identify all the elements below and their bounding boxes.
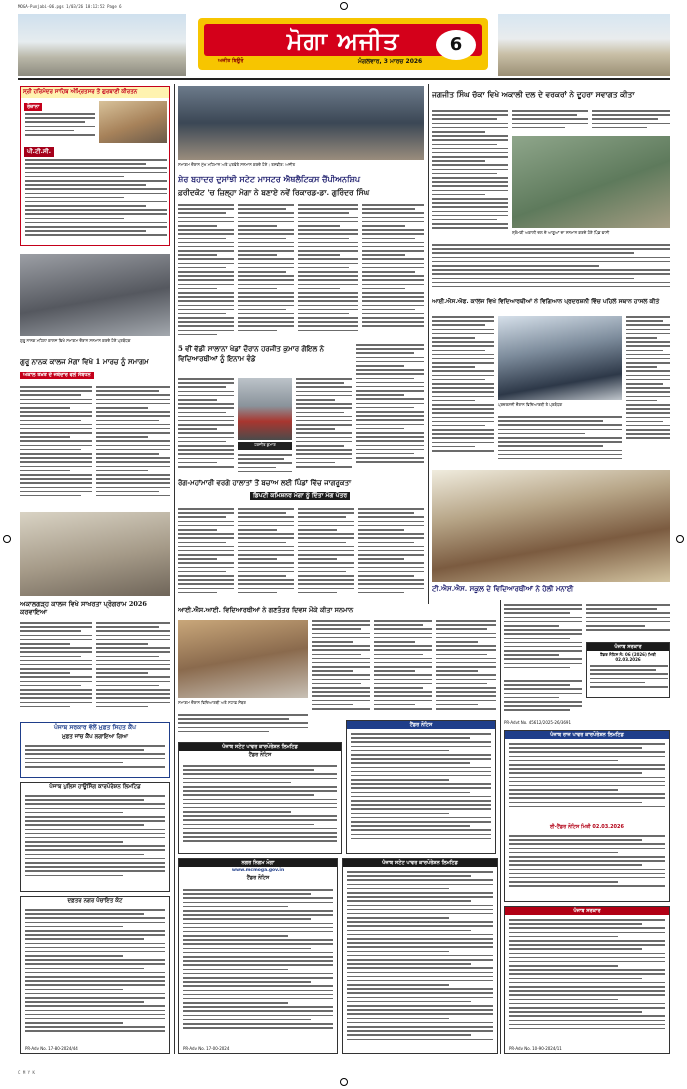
college-text-col1 xyxy=(20,622,92,718)
ad-power-bottom-text xyxy=(347,871,493,1051)
holi-celebration-photo xyxy=(432,470,670,582)
akali-photo-caption: ਸ਼੍ਰੋਮਣੀ ਅਕਾਲੀ ਦਲ ਦੇ ਆਗੂਆਂ ਦਾ ਸਨਮਾਨ ਕਰਦੇ ਹੋਏ ਪਿੰਡ ਵਾਸੀ xyxy=(512,230,610,235)
left-story-text-col2 xyxy=(96,386,170,504)
isi-text-col2 xyxy=(374,620,432,716)
ad-nigam-title: ਨਗਰ ਨਿਗਮ ਮੋਗਾ xyxy=(179,859,337,867)
ad-nigam-text xyxy=(183,889,333,1039)
athletics-photo-caption: ਸਮਾਗਮ ਦੌਰਾਨ ਮੁੱਖ ਮਹਿਮਾਨ ਅਤੇ ਪਤਵੰਤੇ ਸਨਮਾਨ ਕਰਦੇ ਹੋਏ। ਤਸਵੀਰ: ਅਜੀਤ xyxy=(178,162,296,167)
ad-police-housing xyxy=(20,782,170,892)
ad-health-title: ਪੰਜਾਬ ਸਰਕਾਰ ਵੱਲੋਂ ਮੁਫ਼ਤ ਸਿਹਤ ਕੈਂਪ xyxy=(54,724,136,731)
holi-text-col1 xyxy=(504,604,582,678)
promo-text xyxy=(25,113,95,143)
column-rule xyxy=(428,84,429,604)
ad-sarkar-text xyxy=(590,665,668,695)
left-story-headline: ਗੁਰੂ ਨਾਨਕ ਕਾਲਜ ਮੋਗਾ ਵਿਖੇ 1 ਮਾਰਚ ਨੂੰ ਸਮਾਗਮ xyxy=(20,357,149,366)
akali-text-col1 xyxy=(432,110,508,240)
ad-power-mid-text xyxy=(183,765,337,851)
athletics-headline-1: ਸ਼ੇਰ ਬਹਾਦਰ ਦੁਸਾਂਝੀ ਸਟੇਟ ਮਾਸਟਰ ਐਥਲੈਟਿਕਸ ਚੈਂਪੀਅਨਸ਼ਿਪ xyxy=(178,174,361,184)
isi-text-below-photo xyxy=(178,714,308,738)
left-story-sub-wrap xyxy=(20,372,170,382)
registration-mark-left xyxy=(3,535,11,543)
ad-sarkar-sub: ਟੈਂਡਰ ਨੋਟਿਸ ਨੰ: 06 (2026) ਮਿਤੀ 02.03.2026 xyxy=(600,652,656,662)
page-number: 6 xyxy=(436,30,476,60)
athletics-headline-2: ਫ਼ਰੀਦਕੋਟ 'ਚ ਜ਼ਿਲ੍ਹਾ ਮੋਗਾ ਨੇ ਬਣਾਏ ਨਵੇਂ ਰਿਕਾਰਡ-ਡਾ. ਗੁਰਿੰਦਰ ਸਿੰਘ xyxy=(178,188,370,197)
center-right-text xyxy=(356,344,424,474)
science-text-col3 xyxy=(626,316,670,466)
ad-power-mid-title: ਪੰਜਾਬ ਸਟੇਟ ਪਾਵਰ ਕਾਰਪੋਰੇਸ਼ਨ ਲਿਮਟਿਡ xyxy=(179,743,341,751)
cmyk-strip: C M Y K xyxy=(18,1070,35,1075)
registration-mark-top xyxy=(340,2,348,10)
ad-nigam-web: www.mcmoga.gov.in xyxy=(231,868,285,873)
science-text-col2 xyxy=(498,416,622,468)
ad-right-bottom-title: ਪੰਜਾਬ ਸਰਕਾਰ xyxy=(505,907,669,915)
science-group-photo xyxy=(498,316,622,400)
isi-text-col1 xyxy=(312,620,370,716)
registration-mark-bottom xyxy=(340,1078,348,1086)
awareness-text-col1 xyxy=(178,508,234,600)
isi-event-photo xyxy=(178,620,308,698)
ad-power-corp-bottom xyxy=(342,858,498,1054)
ad-punjab-sarkar xyxy=(586,642,670,698)
isi-photo-caption: ਸਮਾਗਮ ਦੌਰਾਨ ਵਿਦਿਆਰਥੀ ਅਤੇ ਸਟਾਫ਼ ਮੈਂਬਰ xyxy=(178,700,246,705)
isi-headline: ਆਈ.ਐਸ.ਆਈ. ਵਿਦਿਆਰਥੀਆਂ ਨੇ ਗਣਤੰਤਰ ਦਿਵਸ ਮੌਕੇ ਕੀਤਾ ਸਨਮਾਨ xyxy=(178,606,354,614)
holi-text-col2 xyxy=(586,604,670,640)
ad-sarkar-title: ਪੰਜਾਬ ਸਰਕਾਰ xyxy=(587,643,669,651)
athletics-text-col2 xyxy=(238,204,294,342)
awareness-headline: ਰੋਗ-ਮਹਾਂਮਾਰੀ ਵਰਗੇ ਹਾਲਾਤਾਂ ਤੋਂ ਬਚਾਅ ਲਈ ਪਿੰਡਾਂ ਵਿੱਚ ਜਾਗਰੂਕਤਾ xyxy=(178,478,352,487)
masthead-logo xyxy=(198,18,488,70)
akali-text-col3 xyxy=(592,110,670,134)
masthead-subtitle: ਅਜੀਤ ਬਿਊਰੋ xyxy=(218,58,244,64)
athletics-text-col4 xyxy=(362,204,424,342)
promo-schedule-text xyxy=(25,159,167,243)
masthead-title: ਮੋਗਾ ਅਜੀਤ xyxy=(286,26,400,55)
athletics-text-col1 xyxy=(178,204,234,342)
masthead xyxy=(18,14,670,80)
ad-nigam-footer: PR-Adv No. 17-00-2024 xyxy=(183,1046,230,1051)
ad-health-sub: ਮੁਫ਼ਤ ਜਾਂਚ ਕੈਂਪ ਲਗਾਇਆ ਗਿਆ xyxy=(61,734,129,740)
prize-text-col3 xyxy=(296,378,352,474)
ad-sarkar-footer: PR-Advt No. 45612/2025-26/3691 xyxy=(504,720,572,725)
left-story-text-col1 xyxy=(20,386,92,504)
akali-text-col2 xyxy=(512,110,588,134)
golden-temple-photo xyxy=(99,101,167,143)
college-literacy-headline: ਅਕਾਲਗੜ੍ਹ ਕਾਲਜ ਵਿਖੇ ਸਾਖਰਤਾ ਪ੍ਰੋਗਰਾਮ 2026 ਕਰਵਾਇਆ xyxy=(20,600,147,616)
registration-mark-right xyxy=(676,535,684,543)
promo-box xyxy=(20,86,170,246)
file-info-line: MOGA-Punjabi-06.pgs 1/03/26 18:12:52 Page 6 xyxy=(18,4,122,9)
ad-tender-center-title: ਟੈਂਡਰ ਨੋਟਿਸ xyxy=(347,721,495,729)
athletics-text-col3 xyxy=(298,204,358,342)
ad-pspcl-text-top xyxy=(509,743,665,819)
science-text-col1 xyxy=(432,316,494,466)
portrait-photo xyxy=(238,378,292,440)
column-rule xyxy=(500,600,501,1054)
ad-police-title: ਪੰਜਾਬ ਪੁਲਿਸ ਹਾਊਸਿੰਗ ਕਾਰਪੋਰੇਸ਼ਨ ਲਿਮਟਿਡ xyxy=(49,784,141,790)
ad-nigam-sub: ਟੈਂਡਰ ਨੋਟਿਸ xyxy=(246,875,270,881)
science-photo-caption: ਪ੍ਰਦਰਸ਼ਨੀ ਦੌਰਾਨ ਵਿਦਿਆਰਥੀ ਤੇ ਪ੍ਰਬੰਧਕ xyxy=(498,402,563,407)
isi-text-col3 xyxy=(436,620,496,716)
ad-power-bottom-title: ਪੰਜਾਬ ਸਟੇਟ ਪਾਵਰ ਕਾਰਪੋਰੇਸ਼ਨ ਲਿਮਟਿਡ xyxy=(343,859,497,867)
left-story-subheadline: ਅਕਾਲ ਤਖ਼ਤ ਦੇ ਜਥੇਦਾਰ ਵਲੋਂ ਸੰਬੋਧਨ xyxy=(20,372,94,379)
prize-text-col2-bottom xyxy=(238,454,292,476)
college-photo-caption: ਗੁਰੂ ਨਾਨਕ ਮਹਿਲਾ ਕਾਲਜ ਵਿਖੇ ਸਮਾਗਮ ਦੌਰਾਨ ਸਨਮਾਨ ਕਰਦੇ ਹੋਏ ਪ੍ਰਬੰਧਕ xyxy=(20,338,131,343)
ad-pspcl-text-bottom xyxy=(509,835,665,899)
ad-right-bottom-footer: PR-Adv No. 10-90-2024/11 xyxy=(509,1046,562,1051)
ad-police-text xyxy=(25,795,165,889)
ad-pspcl-sub: ਈ-ਟੈਂਡਰ ਨੋਟਿਸ ਮਿਤੀ 02.03.2026 xyxy=(550,824,624,830)
akali-text-bottom xyxy=(432,244,670,294)
masthead-photo-left xyxy=(18,14,186,76)
ad-nagar-panchayat xyxy=(20,896,170,1054)
ad-power-corp-mid xyxy=(178,742,342,854)
ad-nagar-nigam xyxy=(178,858,338,1054)
ad-pspcl-right xyxy=(504,730,670,902)
masthead-date: ਮੰਗਲਵਾਰ, 3 ਮਾਰਚ 2026 xyxy=(358,58,423,65)
ad-panchayat-text xyxy=(25,909,165,1041)
akali-headline: ਜਗਜੀਤ ਸਿੰਘ ਚੱਕਾ ਵਿਖੇ ਅਕਾਲੀ ਦਲ ਦੇ ਵਰਕਰਾਂ ਨੇ ਦੂਹਰਾ ਸਵਾਗਤ ਕੀਤਾ xyxy=(432,90,635,99)
ad-health-text xyxy=(25,745,165,775)
ad-panchayat-footer: PR-Adv No. 17-80-2024/44 xyxy=(25,1046,78,1051)
prize-text-col1 xyxy=(178,378,234,474)
akali-meeting-photo xyxy=(512,136,670,228)
masthead-photo-right xyxy=(498,14,670,76)
ad-power-mid-sub: ਟੈਂਡਰ ਨੋਟਿਸ xyxy=(248,752,272,758)
awareness-text-col3 xyxy=(298,508,354,600)
column-rule xyxy=(174,84,175,1054)
promo-sub2: ਪੀ.ਟੀ.ਸੀ. xyxy=(24,147,54,157)
awareness-text-col4 xyxy=(358,508,424,600)
ad-right-bottom-text xyxy=(509,919,665,1039)
ad-tender-notice-center xyxy=(346,720,496,854)
promo-title: ਸ੍ਰੀ ਹਰਿਮੰਦਰ ਸਾਹਿਬ ਅੰਮ੍ਰਿਤਸਰ ਤੋਂ ਗੁਰਬਾਣੀ ਕੀਰਤਨ xyxy=(21,87,169,98)
science-headline: ਆਈ.ਐਸ.ਐਫ. ਕਾਲਜ ਵਿਖੇ ਵਿਦਿਆਰਥੀਆਂ ਨੇ ਵਿਗਿਆਨ ਪ੍ਰਦਰਸ਼ਨੀ ਵਿੱਚ ਪਹਿਲੇ ਸਥਾਨ ਹਾਸਲ ਕੀਤੇ xyxy=(432,298,660,305)
ad-health-camp xyxy=(20,722,170,778)
ad-tender-right-bottom xyxy=(504,906,670,1054)
athletics-group-photo xyxy=(178,86,424,160)
ad-panchayat-title: ਦਫ਼ਤਰ ਨਗਰ ਪੰਚਾਇਤ ਕੋਟ xyxy=(67,898,123,904)
promo-sub1: ਰੋਜ਼ਾਨਾ xyxy=(24,103,42,111)
college-text-col2 xyxy=(96,622,170,718)
holi-text-lower xyxy=(504,680,582,720)
prize-headline: 5 ਵੀਂ ਵੱਡੀ ਸਾਲਾਨਾ ਖੇਡਾਂ ਦੌਰਾਨ ਹਰਜੀਤ ਕੁਮਾਰ ਗੋਇਲ ਨੇ ਵਿਦਿਆਰਥੀਆਂ ਨੂੰ ਇਨਾਮ ਵੰਡੇ xyxy=(178,344,325,363)
masthead-logo-band xyxy=(204,24,482,56)
college-event-photo xyxy=(20,254,170,336)
ad-pspcl-title: ਪੰਜਾਬ ਰਾਜ ਪਾਵਰ ਕਾਰਪੋਰੇਸ਼ਨ ਲਿਮਟਿਡ xyxy=(505,731,669,739)
awareness-subheadline: ਡਿਪਟੀ ਕਮਿਸ਼ਨਰ ਮੋਗਾ ਨੂੰ ਦਿੱਤਾ ਮੰਗ ਪੱਤਰ xyxy=(250,492,350,500)
awareness-text-col2 xyxy=(238,508,294,600)
holi-headline: ਟੀ.ਐਸ.ਐਸ. ਸਕੂਲ ਦੇ ਵਿਦਿਆਰਥੀਆਂ ਨੇ ਹੋਲੀ ਮਨਾਈ xyxy=(432,584,574,593)
awareness-subhead-wrap xyxy=(200,492,400,504)
portrait-caption: ਹਰਜੀਤ ਕੁਮਾਰ xyxy=(238,442,292,450)
ad-tender-center-text xyxy=(351,733,491,851)
classroom-photo xyxy=(20,512,170,596)
